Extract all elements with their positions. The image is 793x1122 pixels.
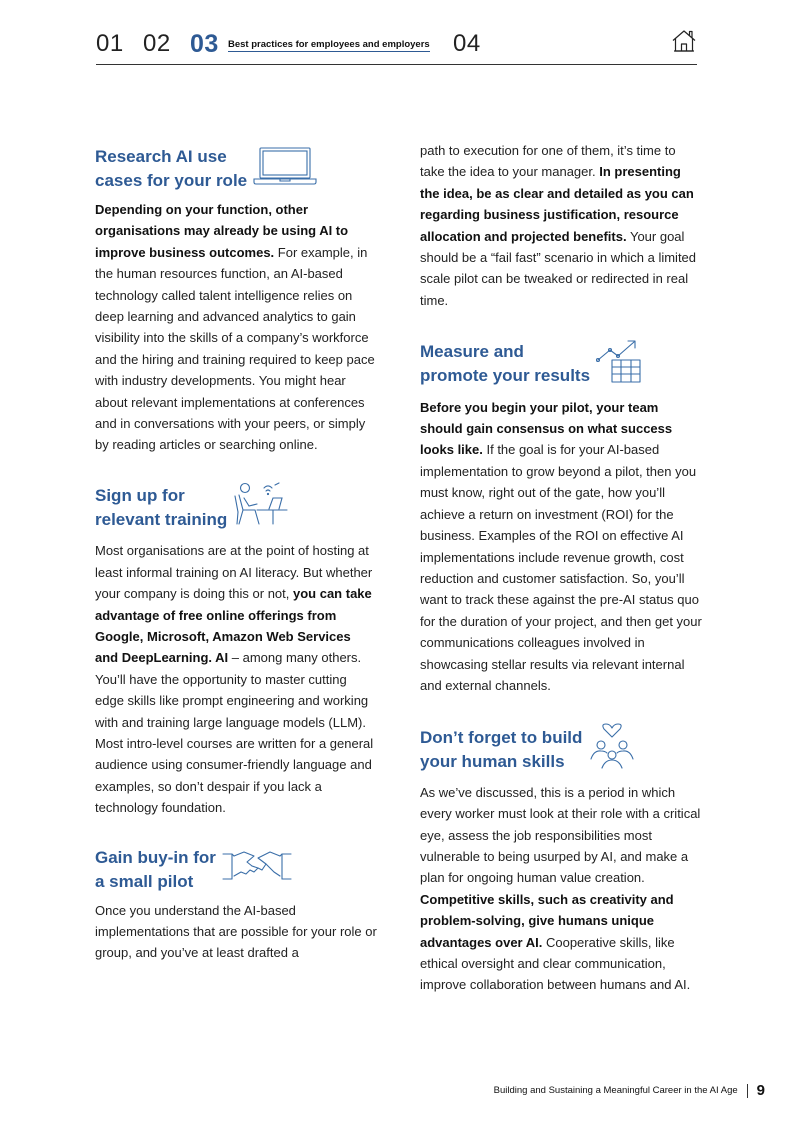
- section-research-ai-use-cases: [95, 145, 377, 456]
- page-footer: [494, 1082, 765, 1099]
- heading-line-1: Research AI use: [95, 147, 227, 166]
- heading-line-2: promote your results: [420, 366, 591, 386]
- section-heading: [420, 726, 582, 774]
- page-number: 9: [756, 1082, 765, 1099]
- document-title: Building and Sustaining a Meaningful Career in the AI Age: [493, 1085, 738, 1096]
- heading-line-1: Measure and: [420, 342, 524, 362]
- section-human-skills: [420, 723, 702, 995]
- bold-lead: Before you begin your pilot, your team should gain consensus on what success looks like.: [420, 399, 673, 458]
- section-measure-results: [420, 338, 702, 696]
- section-heading: [420, 340, 590, 388]
- section-heading: [95, 145, 247, 193]
- paragraph: [420, 782, 702, 996]
- footer-divider: [747, 1084, 748, 1098]
- paragraph-continued: [420, 140, 702, 311]
- people-heart-icon: [588, 723, 636, 775]
- nav-active-label[interactable]: Best practices for employees and employers: [228, 39, 430, 50]
- home-icon[interactable]: [671, 28, 697, 54]
- nav-section-03-active[interactable]: 03: [190, 30, 219, 58]
- paragraph: [420, 397, 702, 697]
- nav-section-01[interactable]: 01: [96, 30, 124, 57]
- heading-line-2: your human skills: [420, 751, 565, 771]
- right-column: [420, 140, 702, 996]
- left-column: [95, 140, 377, 964]
- paragraph: [95, 199, 377, 456]
- body-text: – among many others. You’ll have the opportunity to master cutting edge skills like prompt engineering and working with and training large language models (LLM). Most intro-level courses are written for a general audience using consumer-friendly language and examples, so don’t despair if you lack a technology foundation.: [95, 650, 374, 816]
- paragraph: [95, 540, 377, 818]
- bold-highlight: you can take advantage of free online offerings from Google, Microsoft, Amazon Web Services and DeepLearning. AI: [95, 586, 372, 666]
- heading-line-1: Don’t forget to build: [420, 727, 583, 747]
- body-text: For example, in the human resources function, an AI-based technology called talent intelligence relies on deep learning and advanced analytics to gain visibility into the skills of a company’s workforce and the hiring and training required to keep pace with industry developments. You might hear about relevant implementations at conferences and in conversations with your peers, or simply by reading articles or searching online.: [95, 244, 375, 453]
- paragraph: Once you understand the AI-based implementations that are possible for your role or group, and you’ve at least drafted a: [95, 902, 377, 961]
- nav-section-02[interactable]: 02: [143, 30, 171, 57]
- section-sign-up-training: [95, 482, 377, 819]
- body-text: path to execution for one of them, it’s time to take the idea to your manager.: [420, 143, 676, 180]
- handshake-icon: [222, 846, 292, 892]
- body-text: Your goal should be a “fail fast” scenario in which a limited scale pilot can be tweaked or redirected in real time.: [420, 228, 697, 308]
- bold-lead: Depending on your function, other organisations may already be using AI to improve business outcomes.: [95, 202, 349, 260]
- section-heading: [95, 846, 216, 894]
- heading-line-1: Gain buy-in for: [95, 847, 216, 867]
- section-navigation: [96, 28, 697, 65]
- growth-chart-icon: [596, 338, 644, 390]
- heading-line-2: cases for your role: [95, 171, 248, 190]
- body-text: Most organisations are at the point of hosting at least informal training on AI literacy. But whether your company is doing this or not,: [95, 543, 373, 602]
- body-text: If the goal is for your AI-based implementation to grow beyond a pilot, then you must know, right out of the gate, how you’ll achieve a return on investment (ROI) for the business. Examples of the ROI on effective AI implementations include revenue growth, cost reduction and customer satisfaction. So, you’ll want to track these against the pre-AI status quo for the duration of your project, and then get your communications colleagues involved in showcasing stellar results via relevant internal and external channels.: [420, 442, 702, 693]
- heading-line-2: a small pilot: [95, 871, 194, 891]
- bold-highlight: In presenting the idea, be as clear and detailed as you can regarding business justification, resource allocation and projected benefits.: [420, 164, 694, 244]
- heading-line-2: relevant training: [95, 510, 228, 530]
- nav-section-04[interactable]: 04: [453, 30, 481, 57]
- section-heading: [95, 484, 227, 532]
- person-at-desk-icon: [233, 482, 291, 534]
- laptop-icon: [253, 147, 317, 191]
- body-text: Cooperative skills, like ethical oversight and clear communication, improve collaboration between humans and AI.: [420, 934, 691, 993]
- section-gain-buy-in: [95, 846, 377, 964]
- bold-highlight: Competitive skills, such as creativity and problem-solving, give humans unique advantages over AI.: [420, 891, 674, 950]
- heading-line-1: Sign up for: [95, 486, 185, 506]
- body-text: As we’ve discussed, this is a period in which every worker must look at their role with a critical eye, assess the job responsibilities most vulnerable to being usurped by AI, and make a plan for ongoing human value creation.: [420, 784, 701, 886]
